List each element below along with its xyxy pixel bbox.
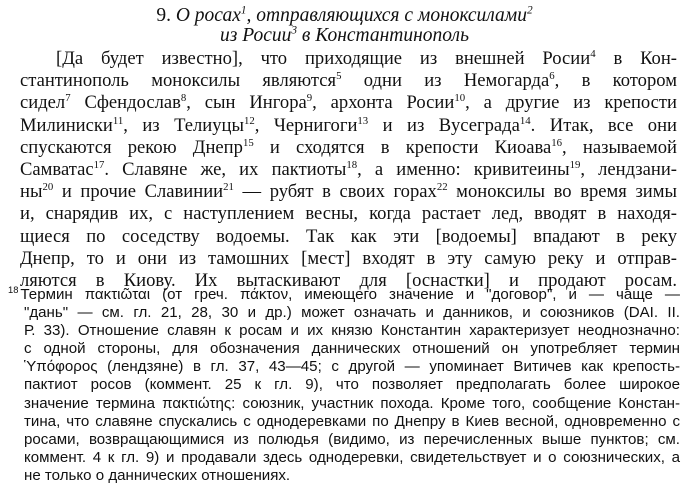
text-line [20, 48, 677, 70]
text-run: , а другие из крепости [465, 92, 678, 114]
text-run: Днепр, то и они из тамошних [мест] входят в эту самую реку и отправ- [20, 247, 677, 269]
text-line [20, 70, 677, 92]
footnote-line: коммент. 4 к гл. 9) и продавали здесь однодеревки, свидетельствует и о союзнических, а [24, 448, 680, 466]
footnote-ref: 14 [519, 114, 531, 127]
footnote-ref: 10 [454, 92, 466, 105]
footnote-ref: 21 [223, 181, 234, 194]
text-line [20, 203, 677, 225]
text-run: и сходятся в крепости Киоава [253, 136, 552, 158]
text-run: стантинополь моноксилы являются [20, 70, 337, 92]
text-run: , Чернигоги [254, 114, 358, 136]
footnote-line: не только о даннических отношениях. [24, 466, 291, 484]
text-run: и прочие Славинии [53, 181, 224, 203]
footnote-ref: 17 [93, 158, 105, 171]
footnote-line: Ὑπόφορος (лендзяне) в гл. 37, 43—45; с другой — упоминает Витичев как крепость- [24, 358, 680, 376]
footnote-ref: 20 [42, 181, 54, 194]
footnote-ref: 7 [65, 92, 71, 105]
text-run: и, снарядив их, с наступлением весны, когда растает лед, вводят в находя- [20, 203, 677, 225]
text-run: , лендзани- [580, 159, 677, 181]
text-run: Сфендослав [70, 92, 181, 114]
text-line [20, 226, 677, 248]
text-run: Самватас [20, 159, 94, 181]
footnote-ref: 12 [243, 114, 255, 127]
text-line [20, 248, 677, 270]
text-run: сидел [20, 92, 66, 114]
footnote-ref: 22 [436, 181, 448, 194]
footnote-line: $^{18}$ Термин πακτιῶται (от греч. πάκτον, имеющего значение и "договор", и — чаще — [8, 284, 680, 303]
footnote-ref: 16 [551, 136, 563, 149]
footnote-ref: 4 [590, 47, 596, 60]
chapter-number: 9. [156, 5, 171, 26]
footnote-line: Р. 33). Отношение славян к росам и их князю Константин характеризует неоднозначно: [24, 322, 680, 340]
footnote-ref: 15 [242, 136, 254, 149]
text-run: . Итак, все они [530, 114, 677, 136]
title-text: , отправляющихся с моноксилами [246, 5, 527, 26]
footnote-ref: 13 [357, 114, 369, 127]
text-run: Милиниски [20, 114, 113, 136]
text-run: — рубят в своих горах [233, 181, 437, 203]
footnote-ref: 6 [549, 70, 555, 83]
footnote-number: 18 [8, 284, 19, 295]
text-run: , называемой [562, 136, 677, 158]
text-line [20, 92, 677, 114]
footnote-ref: 8 [180, 92, 187, 105]
footnote-line: пактиот росов (коммент. 25 к гл. 9), что позволяет предполагать более широкое [24, 376, 680, 394]
footnote-ref: 18 [346, 158, 358, 171]
title-text: О росах [175, 5, 241, 26]
text-run: ны [20, 181, 43, 203]
text-line [20, 137, 677, 159]
footnote-ref: 1 [240, 4, 247, 17]
text-line [20, 115, 677, 137]
footnote-ref: 5 [336, 70, 342, 83]
chapter-title-line-1 [0, 5, 689, 26]
text-run: ляются в Киову. Их вытаскивают для [оснастки] и продают росам. [20, 270, 677, 292]
text-run: , в котором [554, 70, 677, 92]
text-line [20, 159, 677, 181]
text-run: и из Вусеграда [368, 114, 520, 136]
footnote [8, 286, 680, 485]
footnote-ref: 3 [291, 24, 298, 37]
text-run: щиеся по соседству водоемы. Так как эти [водоемы] впадают в реку [20, 225, 677, 247]
text-run: , из Телиуцы [123, 114, 244, 136]
footnote-line: с одной стороны, для обозначения даннических отношений он употребляет термин [24, 340, 680, 358]
text-run: , архонта Росии [312, 92, 455, 114]
title-text: из Росии [220, 25, 292, 46]
text-run: моноксилы во время зимы [447, 181, 677, 203]
footnote-ref: 19 [569, 158, 581, 171]
text-run: спускаются рекою Днепр [20, 136, 243, 158]
text-line [20, 181, 677, 203]
footnote-line: "дань" — см. гл. 21, 28, 30 и др.) может означать и данников, и союзников (DAI. II. [24, 304, 680, 322]
main-paragraph [20, 48, 677, 292]
footnote-line: тина, что славяне спускались с однодеревками по Днепру в Киев весной, одновременно с [24, 412, 680, 430]
text-run: , а именно: кривитеины [357, 159, 570, 181]
footnote-ref: 11 [112, 114, 124, 127]
footnote-ref: 2 [526, 4, 533, 17]
title-text: в Константинополь [297, 25, 469, 46]
text-run: в Кон- [595, 48, 677, 69]
chapter-title-line-2 [0, 25, 689, 46]
text-run: , сын Ингора [186, 92, 307, 114]
footnote-line: значение термина πακτιώτης: союзник, участник похода. Кроме того, сообщение Констан- [24, 394, 680, 412]
text-run: одни из Немогарда [341, 70, 550, 92]
text-run: [Да будет известно], что приходящие из внешней Росии [56, 48, 591, 69]
text-run: . Славяне же, их пактиоты [104, 159, 347, 181]
footnote-ref: 9 [306, 92, 313, 105]
footnote-line: росами, возвращающимися из полюдья (видимо, из перечисленных выше пунктов; см. [24, 430, 680, 448]
